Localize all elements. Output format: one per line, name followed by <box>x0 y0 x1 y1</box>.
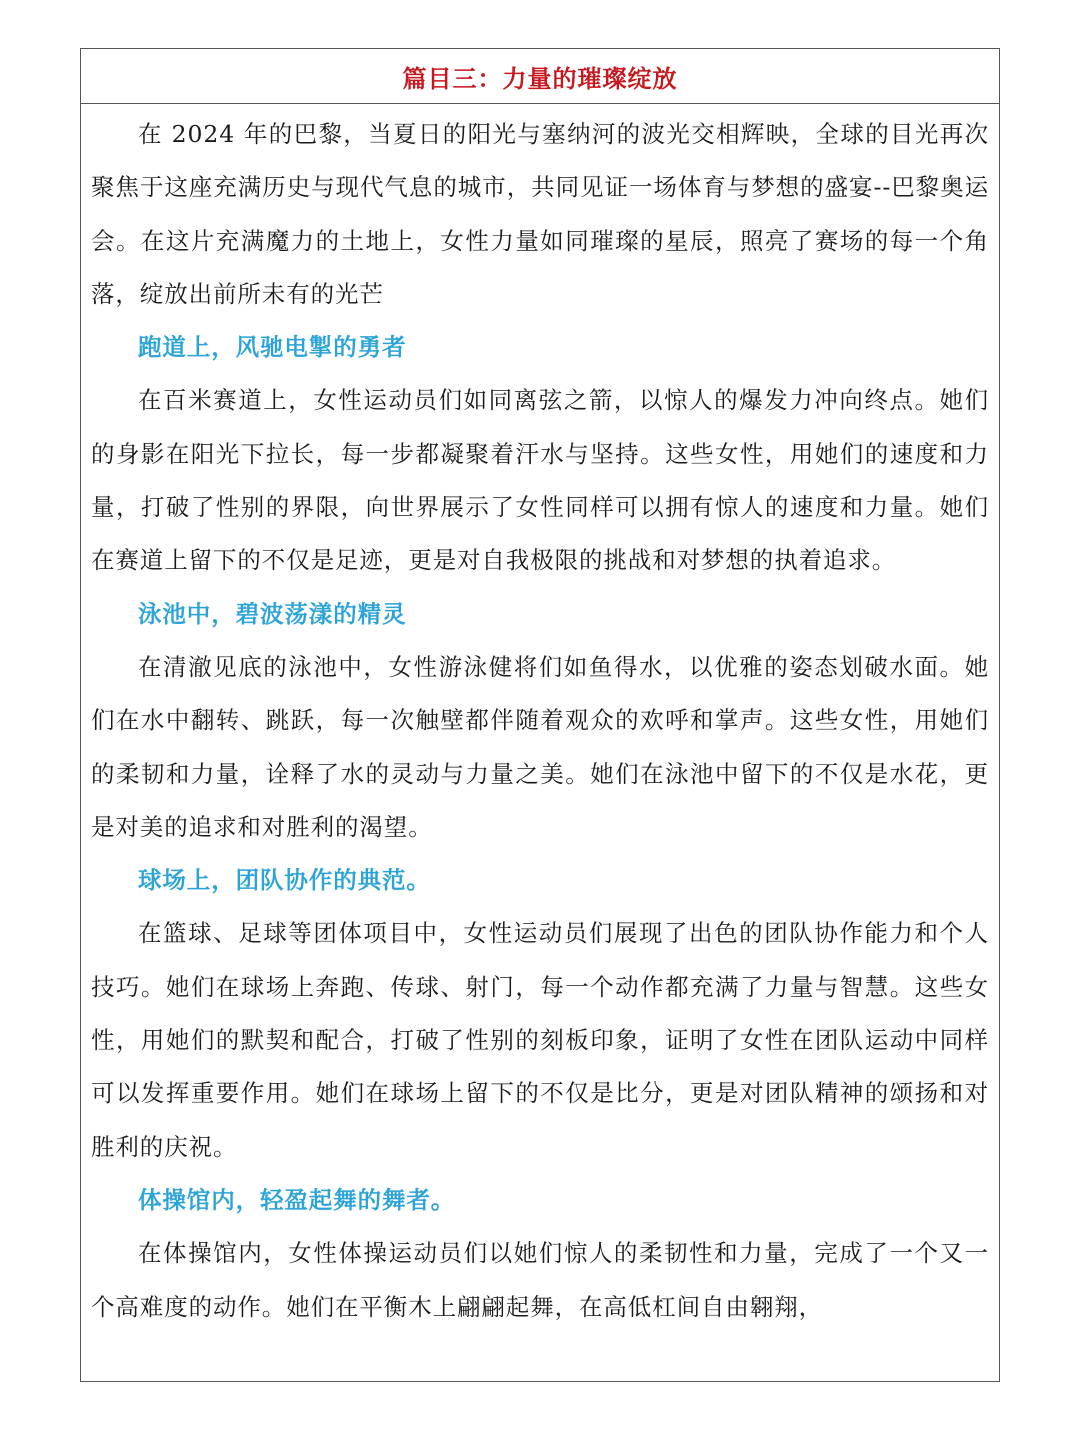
section-paragraph-gym: 在体操馆内，女性体操运动员们以她们惊人的柔韧性和力量，完成了一个又一个高难度的动作。她们在平衡木上翩翩起舞，在高低杠间自由翱翔， <box>91 1239 989 1321</box>
section-heading-track: 跑道上，风驰电掣的勇者 <box>138 333 407 362</box>
intro-paragraph: 在 2024 年的巴黎，当夏日的阳光与塞纳河的波光交相辉映，全球的目光再次聚焦于这座充满历史与现代气息的城市，共同见证一场体育与梦想的盛宴--巴黎奥运会。在这片充满魔力的土地上，女性力量如同璀璨的星辰，照亮了赛场的每一个角落，绽放出前所未有的光芒 <box>91 120 989 308</box>
section-heading-pool: 泳池中，碧波荡漾的精灵 <box>138 599 407 628</box>
section-paragraph-court: 在篮球、足球等团体项目中，女性运动员们展现了出色的团队协作能力和个人技巧。她们在球场上奔跑、传球、射门，每一个动作都充满了力量与智慧。这些女性，用她们的默契和配合，打破了性别的刻板印象，证明了女性在团队运动中同样可以发挥重要作用。她们在球场上留下的不仅是比分，更是对团队精神的颂扬和对胜利的庆祝。 <box>91 919 989 1161</box>
document-body <box>81 104 999 1334</box>
section-paragraph-track: 在百米赛道上，女性运动员们如同离弦之箭，以惊人的爆发力冲向终点。她们的身影在阳光下拉长，每一步都凝聚着汗水与坚持。这些女性，用她们的速度和力量，打破了性别的界限，向世界展示了女性同样可以拥有惊人的速度和力量。她们在赛道上留下的不仅是足迹，更是对自我极限的挑战和对梦想的执着追求。 <box>91 386 989 575</box>
section-paragraph-pool: 在清澈见底的泳池中，女性游泳健将们如鱼得水，以优雅的姿态划破水面。她们在水中翻转、跳跃，每一次触壁都伴随着观众的欢呼和掌声。这些女性，用她们的柔韧和力量，诠释了水的灵动与力量之美。她们在泳池中留下的不仅是水花，更是对美的追求和对胜利的渴望。 <box>91 652 989 841</box>
section-heading-gym: 体操馆内，轻盈起舞的舞者。 <box>138 1185 456 1214</box>
section-heading-court: 球场上，团队协作的典范。 <box>138 866 431 895</box>
document-header <box>81 49 999 104</box>
document-title: 篇目三：力量的璀璨绽放 <box>402 63 678 93</box>
document-frame <box>80 48 1000 1382</box>
